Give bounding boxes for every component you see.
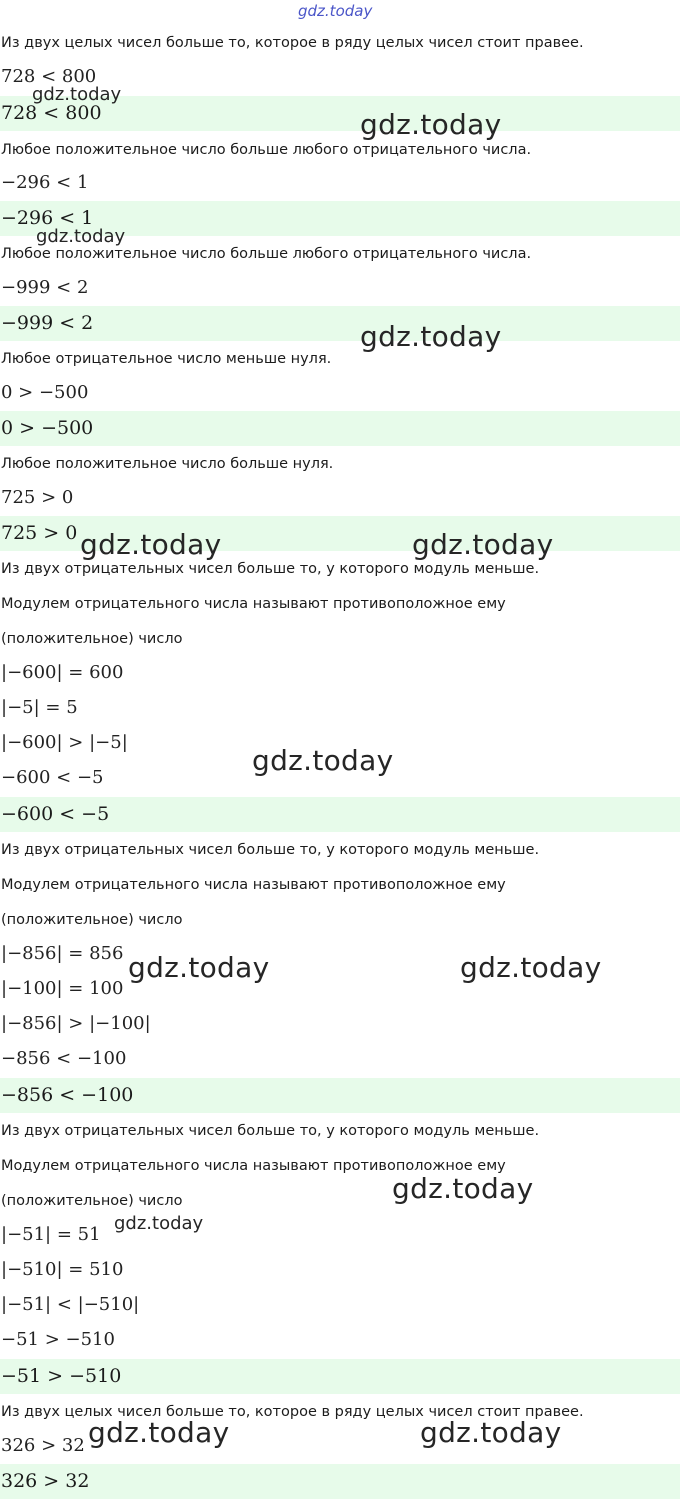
rule-text: Из двух отрицательных чисел больше то, у которого модуль меньше.: [1, 561, 540, 577]
rule-text: Модулем отрицательного числа называют противоположное ему: [1, 877, 506, 893]
answer-row: −856 < −100: [0, 1078, 680, 1113]
math-step: 326 > 32: [1, 1435, 85, 1456]
rule-text: (положительное) число: [1, 631, 183, 647]
watermark-logo: gdz.today: [128, 951, 270, 984]
math-step: 0 > −500: [1, 382, 89, 403]
rule-text: Модулем отрицательного числа называют противоположное ему: [1, 596, 506, 612]
math-step: |−600| = 600: [1, 662, 124, 683]
watermark-logo: gdz.today: [420, 1416, 562, 1449]
math-step: −296 < 1: [1, 172, 89, 193]
math-step: |−856| > |−100|: [1, 1013, 151, 1034]
answer-row: −600 < −5: [0, 797, 680, 832]
math-step: −600 < −5: [1, 767, 104, 788]
math-step: −51 > −510: [1, 1329, 115, 1350]
watermark-logo: gdz.today: [36, 226, 126, 247]
math-step: 728 < 800: [1, 66, 97, 87]
math-step: |−100| = 100: [1, 978, 124, 999]
rule-text: Из двух отрицательных чисел больше то, у которого модуль меньше.: [1, 1123, 540, 1139]
answer-row: 0 > −500: [0, 411, 680, 446]
rule-text: (положительное) число: [1, 912, 183, 928]
watermark-logo: gdz.today: [80, 528, 222, 561]
rule-text: Модулем отрицательного числа называют противоположное ему: [1, 1158, 506, 1174]
watermark-logo: gdz.today: [114, 1213, 204, 1234]
watermark-logo: gdz.today: [360, 320, 502, 353]
math-step: |−600| > |−5|: [1, 732, 128, 753]
answer-row: −296 < 1: [0, 201, 680, 236]
rule-text: Любое положительное число больше любого отрицательного числа.: [1, 142, 532, 158]
rule-text: Любое отрицательное число меньше нуля.: [1, 351, 332, 367]
watermark-logo: gdz.today: [298, 2, 373, 20]
watermark-logo: gdz.today: [460, 951, 602, 984]
answer-row: 326 > 32: [0, 1464, 680, 1499]
rule-text: Из двух целых чисел больше то, которое в ряду целых чисел стоит правее.: [1, 35, 584, 51]
math-step: −999 < 2: [1, 277, 89, 298]
watermark-logo: gdz.today: [392, 1172, 534, 1205]
math-step: |−51| < |−510|: [1, 1294, 140, 1315]
answer-row: 725 > 0: [0, 516, 680, 551]
math-step: −856 < −100: [1, 1048, 127, 1069]
rule-text: Любое положительное число больше любого отрицательного числа.: [1, 246, 532, 262]
rule-text: Любое положительное число больше нуля.: [1, 456, 334, 472]
rule-text: Из двух целых чисел больше то, которое в ряду целых чисел стоит правее.: [1, 1404, 584, 1420]
answer-row: −999 < 2: [0, 306, 680, 341]
math-step: 725 > 0: [1, 487, 74, 508]
math-step: |−5| = 5: [1, 697, 78, 718]
watermark-logo: gdz.today: [412, 528, 554, 561]
watermark-logo: gdz.today: [252, 744, 394, 777]
answer-row: 728 < 800: [0, 96, 680, 131]
math-step: |−51| = 51: [1, 1224, 101, 1245]
math-step: |−856| = 856: [1, 943, 124, 964]
rule-text: Из двух отрицательных чисел больше то, у которого модуль меньше.: [1, 842, 540, 858]
math-step: |−510| = 510: [1, 1259, 124, 1280]
rule-text: (положительное) число: [1, 1193, 183, 1209]
answer-row: −51 > −510: [0, 1359, 680, 1394]
watermark-logo: gdz.today: [88, 1416, 230, 1449]
watermark-logo: gdz.today: [360, 108, 502, 141]
watermark-logo: gdz.today: [32, 84, 122, 105]
